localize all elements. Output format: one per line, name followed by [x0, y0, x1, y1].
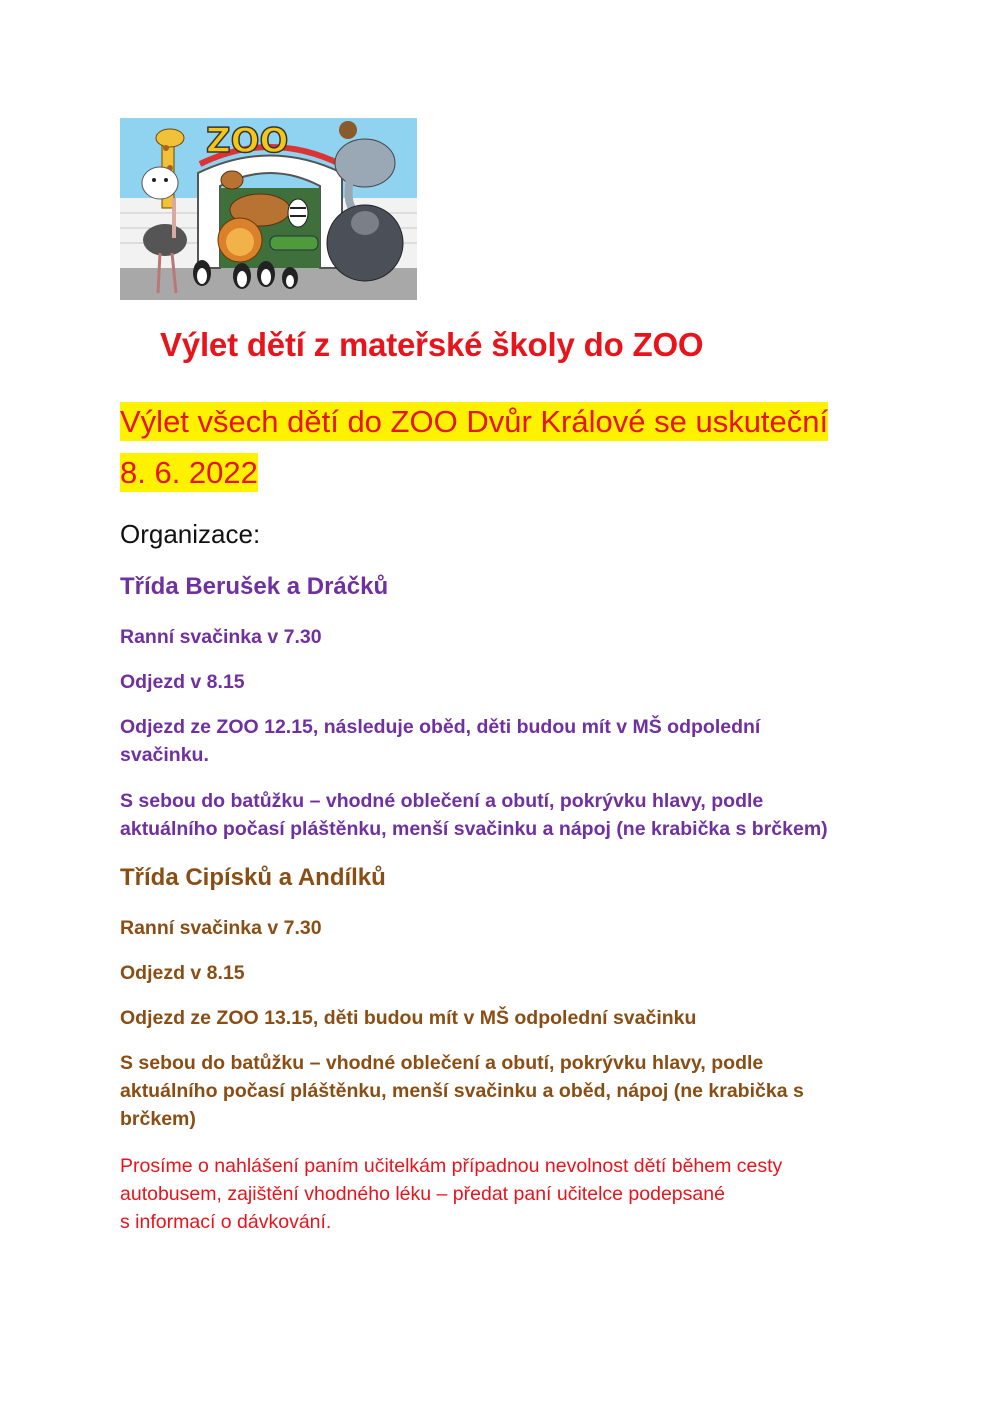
group1-pack-line-1: S sebou do batůžku – vhodné oblečení a obutí, pokrývku hlavy, podle: [120, 790, 764, 812]
group1-morning-snack: Ranní svačinka v 7.30: [120, 626, 322, 648]
group2-title: Třída Cipísků a Andílků: [120, 864, 386, 891]
notice-line-1: Prosíme o nahlášení paním učitelkám případnou nevolnost dětí během cesty: [120, 1155, 783, 1177]
announcement: [120, 396, 880, 498]
group2-pack-line-3: brčkem): [120, 1108, 196, 1130]
group1-return: Odjezd ze ZOO 12.15, následuje oběd, děti budou mít v MŠ odpolední svačinku.: [120, 716, 761, 766]
group2-departure: Odjezd v 8.15: [120, 962, 245, 984]
notice-line-3: s informací o dávkování.: [120, 1211, 332, 1233]
group2-pack-line-1: S sebou do batůžku – vhodné oblečení a obutí, pokrývku hlavy, podle: [120, 1052, 764, 1074]
group1-pack-list: [120, 787, 880, 843]
group2-pack-list: [120, 1049, 880, 1133]
announcement-line-1: Výlet všech dětí do ZOO Dvůr Králové se uskuteční: [120, 404, 829, 439]
group1-title: Třída Berušek a Dráčků: [120, 573, 389, 600]
notice-line-2: autobusem, zajištění vhodného léku – předat paní učitelce podepsané: [120, 1183, 725, 1205]
group1-pack-line-2: aktuálního počasí pláštěnku, menší svačinku a nápoj (ne krabička s brčkem): [120, 818, 828, 840]
group1-departure: Odjezd v 8.15: [120, 671, 245, 693]
health-notice: [120, 1152, 880, 1236]
zoo-illustration: [120, 118, 417, 300]
organization-label: Organizace:: [120, 519, 261, 549]
zoo-sign-text: ZOO: [206, 121, 289, 161]
page-title: Výlet dětí z mateřské školy do ZOO: [160, 326, 704, 363]
group2-morning-snack: Ranní svačinka v 7.30: [120, 917, 322, 939]
group2-pack-line-2: aktuálního počasí pláštěnku, menší svačinku a oběd, nápoj (ne krabička s: [120, 1080, 804, 1102]
announcement-date: 8. 6. 2022: [120, 455, 258, 490]
group2-return: Odjezd ze ZOO 13.15, děti budou mít v MŠ odpolední svačinku: [120, 1007, 697, 1029]
